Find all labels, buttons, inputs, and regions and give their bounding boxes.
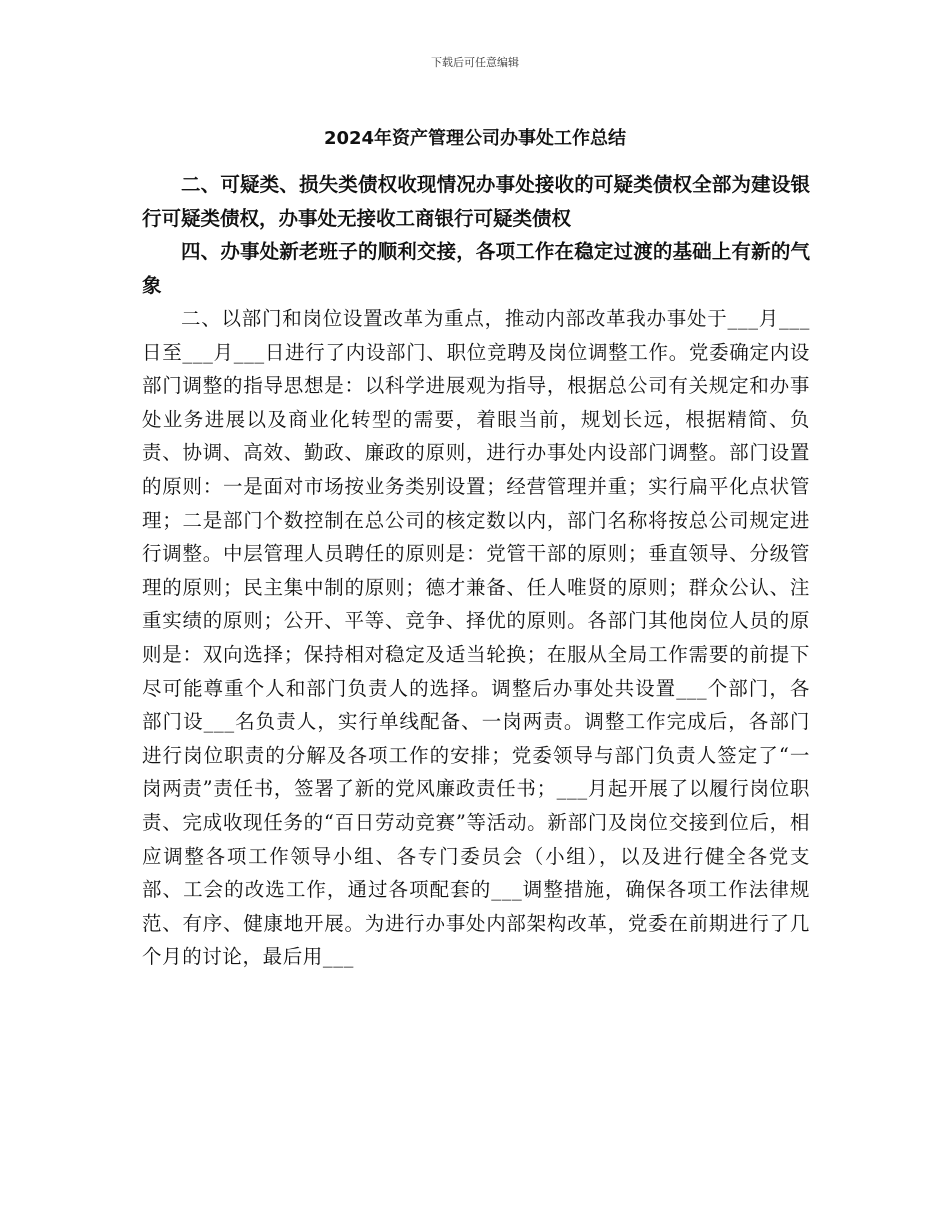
document-body <box>142 168 810 974</box>
section-heading: 二、可疑类、损失类债权收现情况办事处接收的可疑类债权全部为建设银行可疑类债权，办事处无接收工商银行可疑类债权 <box>142 173 810 230</box>
body-paragraph: 二、以部门和岗位设置改革为重点，推动内部改革我办事处于___月___日至___月___日进行了内设部门、职位竞聘及岗位调整工作。党委确定内设部门调整的指导思想是：以科学进展观为指导，根据总公司有关规定和办事处业务进展以及商业化转型的需要，着眼当前，规划长远，根据精简、负责、协调、高效、勤政、廉政的原则，进行办事处内设部门调整。部门设置的原则：一是面对市场按业务类别设置；经营管理并重；实行扁平化点状管理；二是部门个数控制在总公司的核定数以内，部门名称将按总公司规定进行调整。中层管理人员聘任的原则是：党管干部的原则；垂直领导、分级管理的原则；民主集中制的原则；德才兼备、任人唯贤的原则；群众公认、注重实绩的原则；公开、平等、竞争、择优的原则。各部门其他岗位人员的原则是：双向选择；保持相对稳定及适当轮换；在服从全局工作需要的前提下尽可能尊重个人和部门负责人的选择。调整后办事处共设置___个部门，各部门设___名负责人，实行单线配备、一岗两责。调整工作完成后，各部门进行岗位职责的分解及各项工作的安排；党委领导与部门负责人签定了“一岗两责”责任书，签署了新的党风廉政责任书；___月起开展了以履行岗位职责、完成收现任务的“百日劳动竞赛”等活动。新部门及岗位交接到位后，相应调整各项工作领导小组、各专门委员会（小组），以及进行健全各党支部、工会的改选工作，通过各项配套的___调整措施，确保各项工作法律规范、有序、健康地开展。为进行办事处内部架构改革，党委在前期进行了几个月的讨论，最后用___ <box>142 307 810 969</box>
document-title: 2024年资产管理公司办事处工作总结 <box>323 128 627 149</box>
page-header-note: 下载后可任意编辑 <box>431 56 519 69</box>
section-heading: 四、办事处新老班子的顺利交接，各项工作在稳定过渡的基础上有新的气象 <box>142 240 810 297</box>
